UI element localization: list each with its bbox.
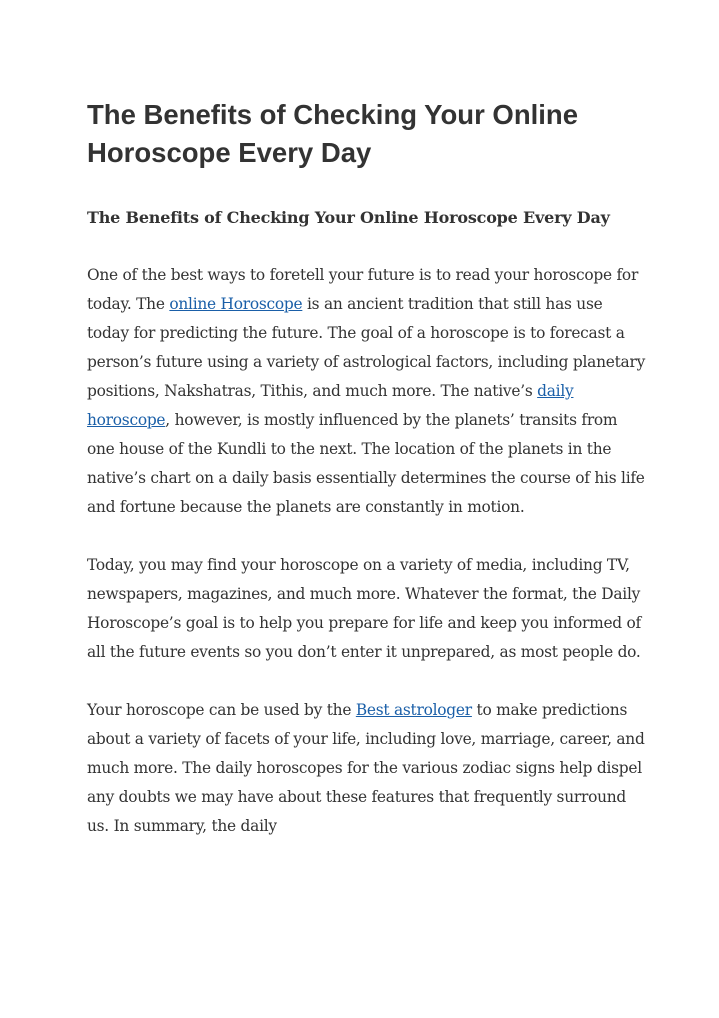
paragraph-3-text-b: to make predictions about a variety of facets of your life, including love, marriage, career, and much more. The daily horoscopes for the various zodiac signs help dispel any doubts we may have about these features that frequently surround us. In summary, the daily xyxy=(87,701,645,835)
section-heading: The Benefits of Checking Your Online Horoscope Every Day xyxy=(87,208,610,227)
best-astrologer-link[interactable]: Best astrologer xyxy=(355,701,472,719)
online-horoscope-link[interactable]: online Horoscope xyxy=(169,295,303,313)
document-content xyxy=(87,96,647,841)
paragraph-1-text-c: , however, is mostly influenced by the planets’ transits from one house of the Kundli to the next. The location of the planets in the native’s chart on a daily basis essentially determines the course of his life and fortune because the planets are constantly in motion. xyxy=(87,411,645,516)
paragraph-3-text-a: Your horoscope can be used by the xyxy=(87,701,356,719)
paragraph-1-text-b: is an ancient tradition that still has use today for predicting the future. The goal of a horoscope is to forecast a person’s future using a variety of astrological factors, including planetary positions, Nakshatras, Tithis, and much more. The native’s xyxy=(87,295,646,400)
paragraph-2: Today, you may find your horoscope on a variety of media, including TV, newspapers, magazines, and much more. Whatever the format, the Daily Horoscope’s goal is to help you prepare for life and keep you informed of all the future events so you don’t enter it unprepared, as most people do. xyxy=(87,556,642,661)
paragraph-1 xyxy=(87,261,647,522)
paragraph-1-text-a: One of the best ways to foretell your future is to read your horoscope for today. The xyxy=(87,266,639,313)
page-title: The Benefits of Checking Your Online Horoscope Every Day xyxy=(87,99,578,168)
paragraph-3 xyxy=(87,696,647,841)
daily-horoscope-link[interactable]: daily horoscope xyxy=(87,382,574,429)
